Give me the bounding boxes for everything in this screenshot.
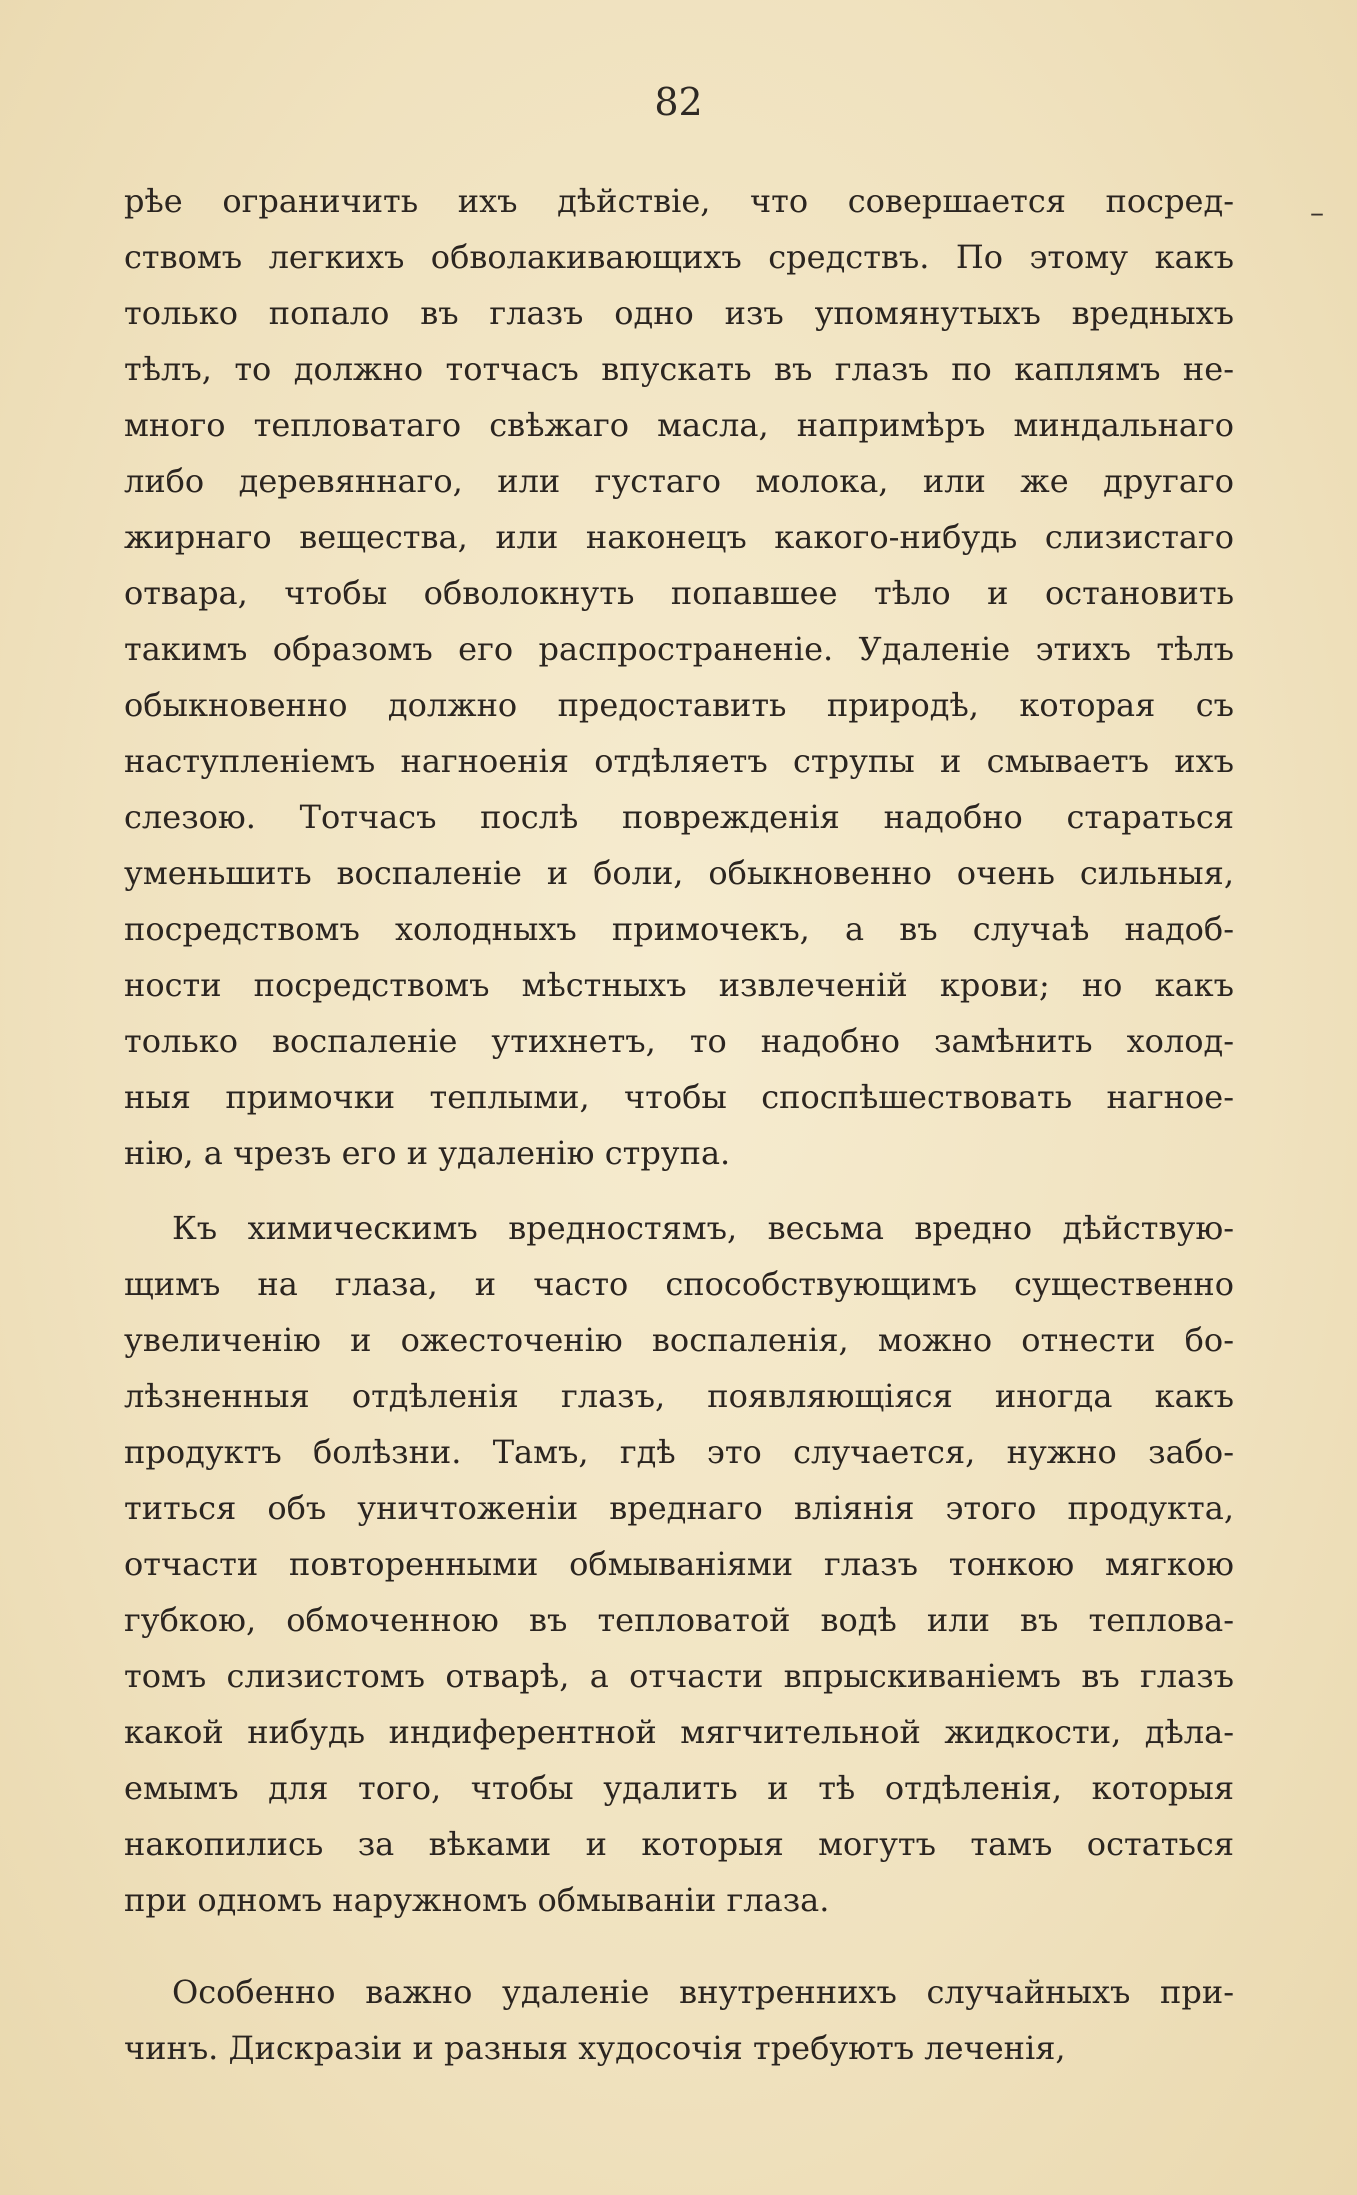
text-line: лѣзненныя отдѣленія глазъ, появляющіяся иногда какъ [124, 1377, 1234, 1415]
paragraph-3 [124, 1964, 1234, 2076]
text-line: нію, а чрезъ его и удаленію струпа. [124, 1134, 731, 1172]
text-line: емымъ для того, чтобы удалить и тѣ отдѣленія, которыя [124, 1769, 1234, 1807]
text-line: Особенно важно удаленіе внутреннихъ случайныхъ при- [172, 1973, 1234, 2011]
text-line: рѣе ограничить ихъ дѣйствіе, что совершается посред- [124, 182, 1234, 220]
text-line: слезою. Тотчасъ послѣ поврежденія надобно стараться [124, 798, 1234, 836]
text-line: отвара, чтобы обволокнуть попавшее тѣло и остановить [124, 574, 1234, 612]
text-line: ныя примочки теплыми, чтобы споспѣшествовать нагное- [124, 1078, 1234, 1116]
text-line: много тепловатаго свѣжаго масла, напримѣръ миндальнаго [124, 406, 1234, 444]
text-line: только попало въ глазъ одно изъ упомянутыхъ вредныхъ [124, 294, 1234, 332]
text-line: Къ химическимъ вредностямъ, весьма вредно дѣйствую- [172, 1209, 1234, 1247]
text-line: наступленіемъ нагноенія отдѣляетъ струпы и смываетъ ихъ [124, 742, 1234, 780]
text-line: при одномъ наружномъ обмываніи глаза. [124, 1881, 830, 1919]
text-line: чинъ. Дискразіи и разныя худосочія требуютъ леченія, [124, 2029, 1066, 2067]
text-line: титься объ уничтоженіи вреднаго вліянія этого продукта, [124, 1489, 1234, 1527]
text-line: посредствомъ холодныхъ примочекъ, а въ случаѣ надоб- [124, 910, 1234, 948]
text-line: ности посредствомъ мѣстныхъ извлеченій крови; но какъ [124, 966, 1234, 1004]
text-line: уменьшить воспаленіе и боли, обыкновенно очень сильныя, [124, 854, 1234, 892]
text-line: увеличенію и ожесточенію воспаленія, можно отнести бо- [124, 1321, 1234, 1359]
text-line: щимъ на глаза, и часто способствующимъ существенно [124, 1265, 1234, 1303]
text-line: ствомъ легкихъ обволакивающихъ средствъ. По этому какъ [124, 238, 1234, 276]
paragraph-1 [124, 173, 1234, 1181]
text-line: губкою, обмоченною въ тепловатой водѣ или въ теплова- [124, 1601, 1234, 1639]
text-line: томъ слизистомъ отварѣ, а отчасти впрыскиваніемъ въ глазъ [124, 1657, 1234, 1695]
margin-mark: – [1310, 196, 1324, 229]
text-line: какой нибудь индиферентной мягчительной жидкости, дѣла- [124, 1713, 1234, 1751]
text-line: продуктъ болѣзни. Тамъ, гдѣ это случается, нужно забо- [124, 1433, 1234, 1471]
text-line: тѣлъ, то должно тотчасъ впускать въ глазъ по каплямъ не- [124, 350, 1234, 388]
text-line: отчасти повторенными обмываніями глазъ тонкою мягкою [124, 1545, 1234, 1583]
text-line: жирнаго вещества, или наконецъ какого-нибудь слизистаго [124, 518, 1234, 556]
text-line: только воспаленіе утихнетъ, то надобно замѣнить холод- [124, 1022, 1234, 1060]
text-line: обыкновенно должно предоставить природѣ, которая съ [124, 686, 1234, 724]
page-number: 82 [654, 80, 703, 124]
text-line: либо деревяннаго, или густаго молока, или же другаго [124, 462, 1234, 500]
text-line: такимъ образомъ его распространеніе. Удаленіе этихъ тѣлъ [124, 630, 1234, 668]
text-line: накопились за вѣками и которыя могутъ тамъ остаться [124, 1825, 1234, 1863]
paragraph-2 [124, 1200, 1234, 1928]
